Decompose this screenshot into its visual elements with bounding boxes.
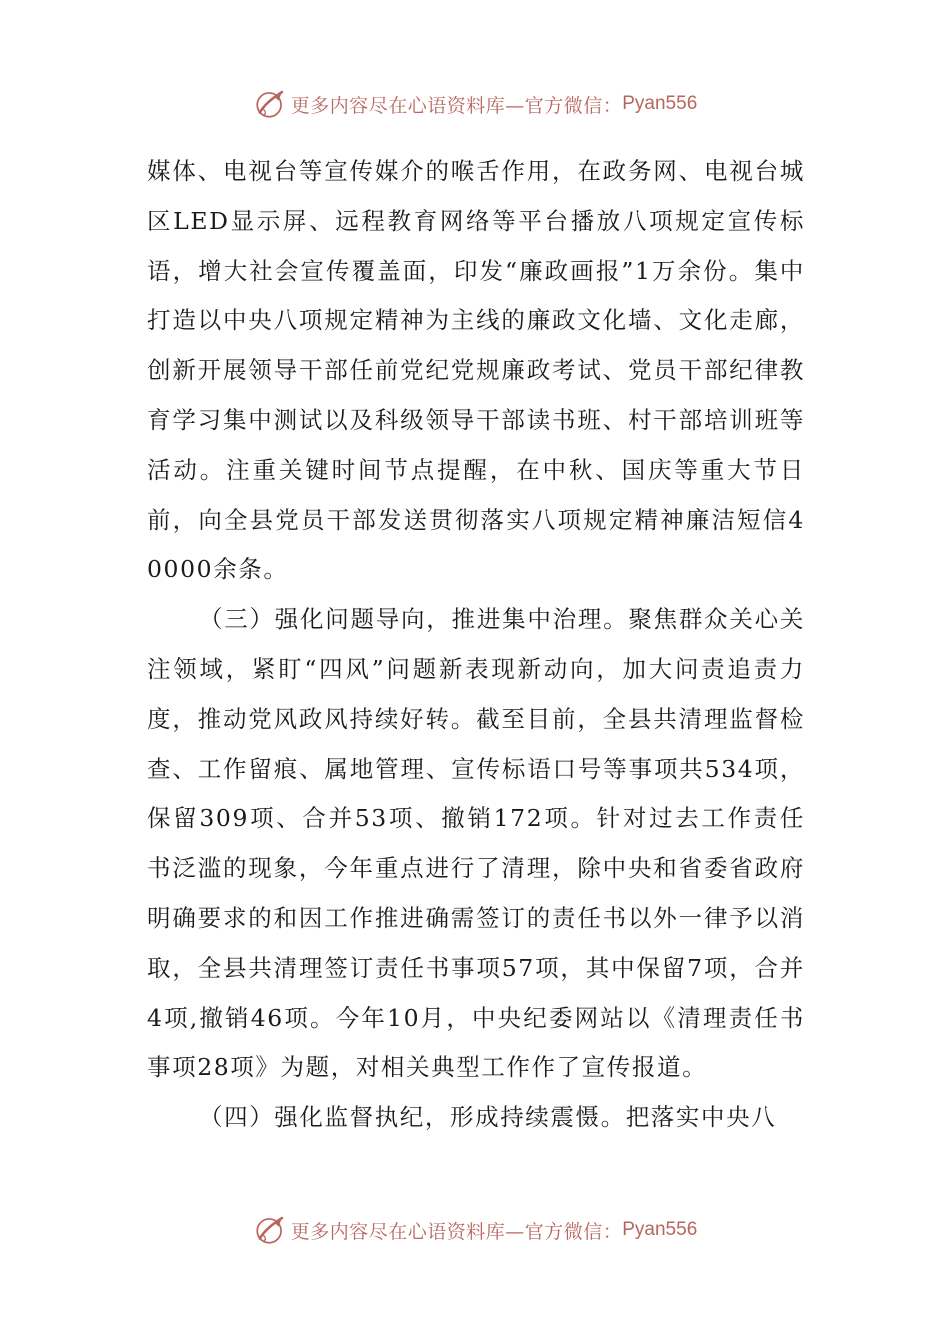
pen-logo-icon [253, 87, 287, 121]
document-body [147, 147, 805, 1143]
watermark-text: 更多内容尽在心语资料库—官方微信： [290, 1220, 623, 1243]
watermark-wechat-id: Pyan556 [622, 93, 698, 114]
watermark-wechat-id: Pyan556 [622, 1219, 698, 1240]
paragraph: 媒体、电视台等宣传媒介的喉舌作用，在政务网、电视台城区LED显示屏、远程教育网络等平台播放八项规定宣传标语，增大社会宣传覆盖面，印发“廉政画报”1万余份。集中打造以中央八项规定精神为主线的廉政文化墙、文化走廊，创新开展领导干部任前党纪党规廉政考试、党员干部纪律教育学习集中测试以及科级领导干部读书班、村干部培训班等活动。注重关键时间节点提醒，在中秋、国庆等重大节日前，向全县党员干部发送贯彻落实八项规定精神廉洁短信40000余条。 [147, 157, 805, 584]
header-watermark [0, 82, 950, 126]
paragraph: （三）强化问题导向，推进集中治理。聚焦群众关心关注领域，紧盯“四风”问题新表现新动向，加大问责追责力度，推动党风政风持续好转。截至目前，全县共清理监督检查、工作留痕、属地管理、宣传标语口号等事项共534项，保留309项、合并53项、撤销172项。针对过去工作责任书泛滥的现象，今年重点进行了清理，除中央和省委省政府明确要求的和因工作推进确需签订的责任书以外一律予以消取，全县共清理签订责任书事项57项，其中保留7项，合并4项,撤销46项。今年10月，中央纪委网站以《清理责任书事项28项》为题，对相关典型工作作了宣传报道。 [147, 605, 805, 1082]
footer-watermark [0, 1208, 950, 1252]
paragraph: （四）强化监督执纪，形成持续震慑。把落实中央八 [199, 1103, 777, 1132]
watermark-text: 更多内容尽在心语资料库—官方微信： [290, 94, 623, 117]
pen-logo-icon [253, 1213, 287, 1247]
